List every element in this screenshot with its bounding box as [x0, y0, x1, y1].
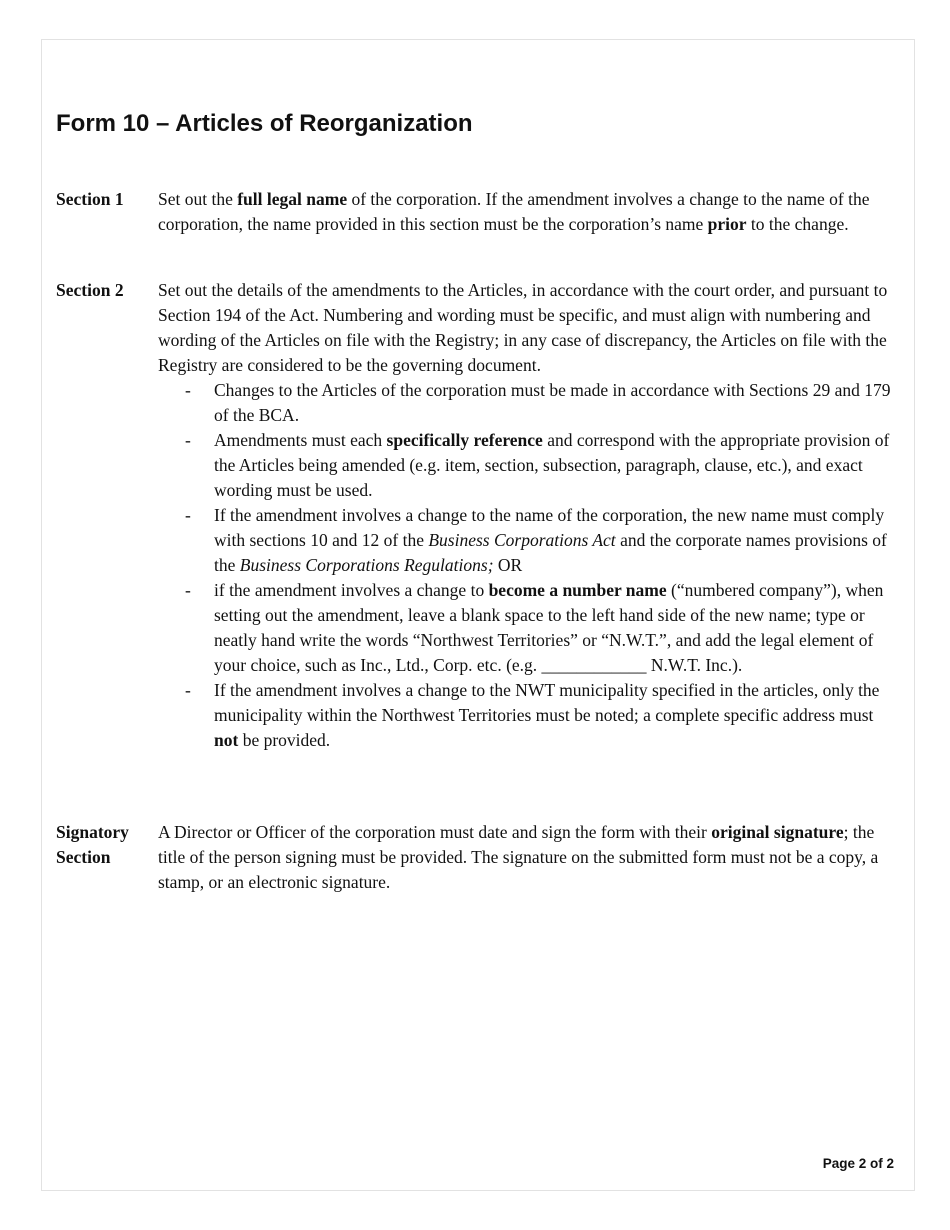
section-1-label: Section 1	[56, 189, 124, 209]
list-item: - if the amendment involves a change to become a number name (“numbered company”), when setting out the amendment, leave a blank space to the left hand side of the new name; type or neatly hand write the words “Northwest Territories” or “N.W.T.”, and add the legal element of your choice, such as Inc., Ltd., Corp. etc. (e.g. ____________ N.W.T. Inc.).	[185, 580, 884, 675]
section-1-text: Set out the full legal name of the corporation. If the amendment involves a change to the name of the corporation, the name provided in this section must be the corporation’s name prior to the change.	[158, 189, 870, 234]
section-2-body	[158, 278, 901, 753]
list-item: - Changes to the Articles of the corporation must be made in accordance with Sections 29 and 179 of the BCA.	[185, 380, 891, 425]
section-2-bullet-list	[158, 378, 901, 753]
signatory-text: A Director or Officer of the corporation must date and sign the form with their original signature; the title of the person signing must be provided. The signature on the submitted form must not be a copy, a stamp, or an electronic signature.	[158, 822, 879, 892]
signatory-section-label: Signatory Section	[56, 822, 129, 867]
bullet-dash: -	[185, 380, 191, 400]
list-item: - Amendments must each specifically reference and correspond with the appropriate provision of the Articles being amended (e.g. item, section, subsection, paragraph, clause, etc.), and exact wording must be used.	[185, 430, 890, 500]
section-2-label: Section 2	[56, 280, 124, 300]
document-title: Form 10 – Articles of Reorganization	[56, 110, 473, 137]
page-number: Page 2 of 2	[822, 1156, 894, 1171]
bullet-dash: -	[185, 505, 191, 525]
bullet-dash: -	[185, 580, 191, 600]
section-2-intro: Set out the details of the amendments to the Articles, in accordance with the court order, and pursuant to Section 194 of the Act. Numbering and wording must be specific, and must align with numbering and wording of the Articles on file with the Registry; in any case of discrepancy, the Articles on file with the Registry are considered to be the governing document.	[158, 280, 888, 375]
bullet-dash: -	[185, 680, 191, 700]
signatory-section-body	[158, 820, 901, 895]
section-1-body	[158, 187, 901, 237]
bullet-dash: -	[185, 430, 191, 450]
signatory-section	[56, 820, 901, 895]
list-item: - If the amendment involves a change to the NWT municipality specified in the articles, only the municipality within the Northwest Territories must be noted; a complete specific address must not be provided.	[185, 680, 880, 750]
list-item: - If the amendment involves a change to the name of the corporation, the new name must comply with sections 10 and 12 of the Business Corporations Act and the corporate names provisions of the Business Corporations Regulations; OR	[185, 505, 887, 575]
section-1	[56, 187, 901, 237]
section-2	[56, 278, 901, 753]
